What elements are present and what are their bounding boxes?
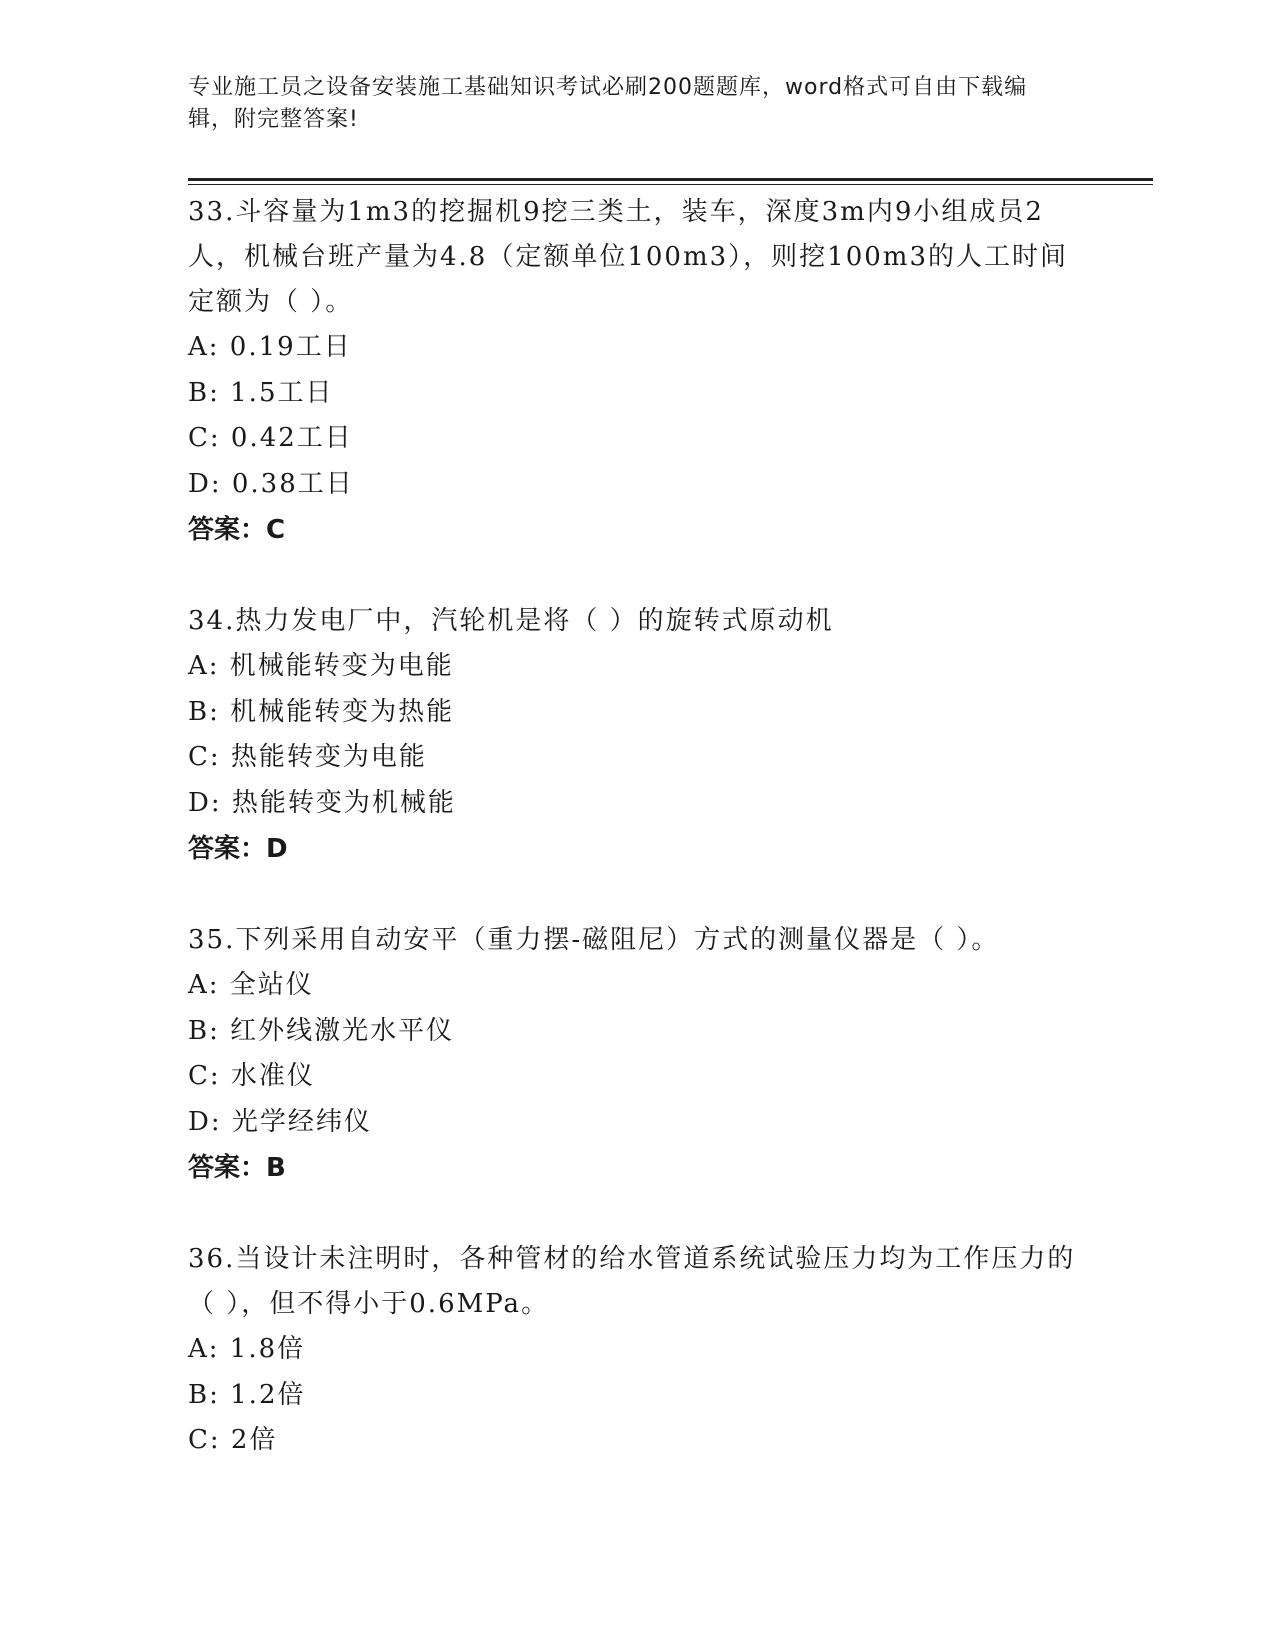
option-c: C: 热能转变为电能: [188, 742, 427, 772]
option-c: C: 2倍: [188, 1425, 278, 1455]
option-c: C: 0.42工日: [188, 423, 353, 453]
question-stem: 33.斗容量为1m3的挖掘机9挖三类土，装车，深度3m内9小组成员2人，机械台班产量为4.8（定额单位100m3），则挖100m3的人工时间定额为（ ）。: [188, 197, 1068, 317]
option-b: B: 1.5工日: [188, 377, 334, 408]
option-a: A: 机械能转变为电能: [188, 651, 454, 681]
question-35: [188, 918, 1088, 1191]
option-b: B: 1.2倍: [188, 1379, 306, 1410]
answer-label: 答案：C: [188, 515, 286, 545]
question-list: [188, 190, 1088, 1510]
option-b: B: 红外线激光水平仪: [188, 1015, 455, 1046]
option-a: A: 0.19工日: [188, 332, 352, 362]
option-d: D: 0.38工日: [188, 468, 354, 499]
option-d: D: 光学经纬仪: [188, 1106, 372, 1137]
answer-label: 答案：D: [188, 834, 288, 864]
option-a: A: 全站仪: [188, 970, 314, 1000]
question-stem: 36.当设计未注明时，各种管材的给水管道系统试验压力均为工作压力的（ ），但不得小于0.6MPa。: [188, 1244, 1076, 1319]
header-rule-thick: [188, 178, 1153, 181]
question-34: [188, 599, 1088, 872]
question-33: [188, 190, 1088, 553]
option-b: B: 机械能转变为热能: [188, 696, 455, 727]
question-stem: 34.热力发电厂中，汽轮机是将（ ）的旋转式原动机: [188, 606, 834, 636]
document-header: 专业施工员之设备安装施工基础知识考试必刷200题题库，word格式可自由下载编辑，附完整答案!: [188, 75, 1028, 132]
option-a: A: 1.8倍: [188, 1334, 306, 1364]
option-d: D: 热能转变为机械能: [188, 787, 456, 818]
option-c: C: 水准仪: [188, 1061, 315, 1091]
question-stem: 35.下列采用自动安平（重力摆-磁阻尼）方式的测量仪器是（ ）。: [188, 925, 1000, 955]
header-rule-thin: [188, 184, 1153, 185]
answer-label: 答案：B: [188, 1153, 286, 1183]
question-36: [188, 1237, 1088, 1464]
